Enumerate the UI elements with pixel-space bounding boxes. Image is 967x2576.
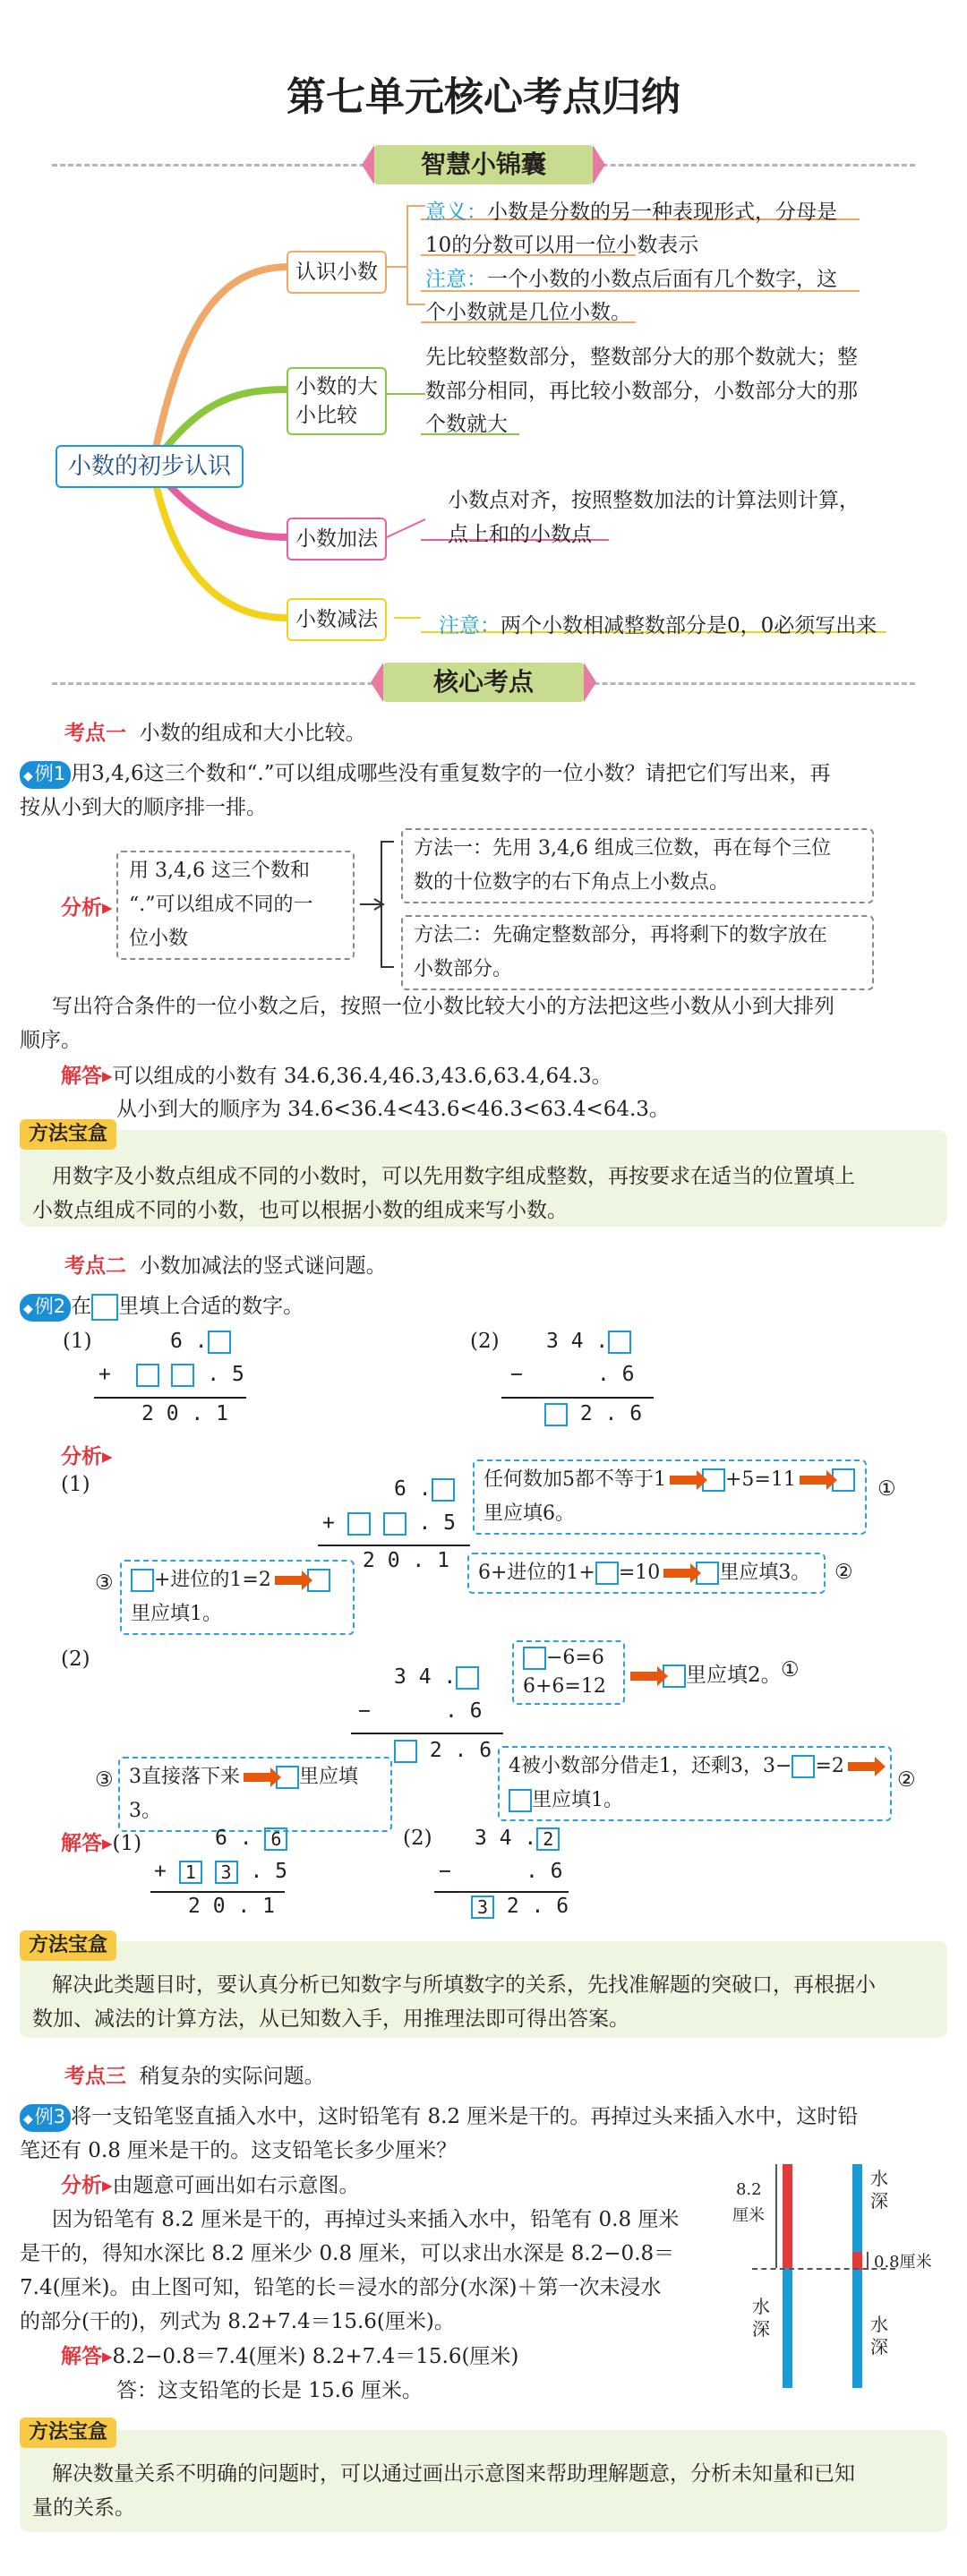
k2-question: ◆ 例2 在 里填上合适的数字。 [20,1289,304,1322]
pencil-dry [783,2164,792,2268]
k3-question: ◆ 例3 将一支铅笔竖直插入水中，这时铅笔有 8.2 厘米是干的。再掉过头来插入水中，这时铅 [20,2100,858,2132]
method-text: 小数点组成不同的小数，也可以根据小数的组成来写小数。 [32,1199,568,1222]
k1-method2: 方法二：先确定整数部分，再将剩下的数字放在 小数部分。 [401,915,874,990]
A2-row2: − . 6 [439,1860,563,1883]
A1-row3: 2 0 . 1 [188,1895,275,1918]
branch-subtract: 小数减法 [287,598,387,641]
k1-para: 写出符合条件的一位小数之后，按照一位小数比较大小的方法把这些小数从小到大排列 [52,995,834,1018]
method-text: 用数字及小数点组成不同的小数时，可以先用数字组成整数，再按要求在适当的位置填上 [52,1165,855,1188]
v1-row3: 2 0 . 1 [141,1402,228,1425]
c2-arrow: 里应填2。 [627,1658,782,1688]
bracket [356,833,403,985]
rule [351,1733,503,1734]
k3-analysis: 分析▸由题意可画出如右示意图。 [61,2174,360,2197]
method-tag: 方法宝盒 [20,1930,116,1961]
k3-para: 因为铅笔有 8.2 厘米是干的，再掉过头来插入水中，铅笔有 0.8 厘米 [52,2208,680,2231]
method-tag: 方法宝盒 [20,1119,116,1150]
method-text: 解决此类题目时，要认真分析已知数字与所填数字的关系，先找准解题的突破口，再根据小 [52,1973,876,1997]
c2-box1: −6=6 6+6=12 [512,1640,625,1705]
A1-row1: 6 . 6 [215,1827,287,1851]
k1-answer: 解答▸可以组成的小数有 34.6,36.4,46.3,43.6,63.4,64.3。 [61,1065,612,1088]
A1-row2: + 1 3 . 5 [154,1860,287,1883]
k3-answer: 解答▸8.2−0.8＝7.4(厘米) 8.2+7.4＝15.6(厘米) [61,2345,519,2368]
c1-row2: + . 5 [322,1511,456,1535]
dim-line [867,2252,869,2270]
v1-row1: 6 . [170,1330,231,1354]
pencil2-wet [852,2164,862,2252]
method-text: 数加、减法的计算方法，从已知数入手，用推理法即可得出答案。 [32,2007,629,2031]
fig-label: 8.2 [736,2180,762,2199]
pencil-wet [783,2268,792,2388]
k2-analysis-label: 分析▸ [61,1445,113,1468]
circle-1: ① [781,1658,800,1682]
v1-num: (1) [63,1330,92,1353]
fig-label: 深 [752,2318,770,2340]
mindmap-center: 小数的初步认识 [56,445,244,488]
rule [434,1891,569,1893]
mindmap-text: 注意：一个小数的小数点后面有几个数字，这 [425,268,837,291]
mindmap-text: 10的分数可以用一位小数表示 [425,234,699,257]
branch-recognize: 认识小数 [287,251,387,294]
k3-para: 7.4(厘米)。由上图可知，铅笔的长＝浸水的部分(水深)＋第一次未浸水 [20,2276,662,2299]
mindmap-text: 个小数就是几位小数。 [425,301,631,324]
rule [501,1397,654,1399]
k2-head: 考点二 小数加减法的竖式谜问题。 [64,1254,387,1278]
branch-add: 小数加法 [287,518,387,561]
c2-row2: − . 6 [358,1699,483,1723]
v1-row2: + . 5 [98,1363,244,1386]
c1-box1: 任何数加5都不等于1 +5=11 里应填6。 [473,1459,867,1535]
c2-row1: 3 4 . [394,1665,479,1690]
A2-row1: 3 4 . 2 [475,1827,560,1851]
fig-label: 水 [870,2314,888,2335]
dim-line [775,2164,777,2268]
c1-row1: 6 . [394,1477,455,1502]
k1-question: ◆ 例1 用3,4,6这三个数和“.”可以组成哪些没有重复数字的一位小数？请把它们写出来，再 [20,757,831,789]
c2-num: (2) [61,1647,90,1671]
k3-answer: 答：这支铅笔的长是 15.6 厘米。 [116,2379,423,2402]
fig-label: 水 [870,2168,888,2189]
k1-para: 顺序。 [20,1029,81,1052]
banner-core: 核心考点 [383,663,584,702]
circle-3: ③ [95,1768,114,1792]
circle-2: ② [834,1561,853,1584]
rule [150,1891,285,1893]
fig-label: 水 [752,2296,770,2317]
mindmap-text: 数部分相同，再比较小数部分，小数部分大的那 [425,380,858,403]
circle-3: ③ [95,1571,114,1595]
v2-row1: 3 4 . [546,1330,631,1354]
mindmap-text: 先比较整数部分，整数部分大的那个数就大；整 [425,346,858,369]
branch-compare: 小数的大 小比较 [287,367,387,435]
v2-row2: − . 6 [510,1363,635,1386]
circle-1: ① [877,1477,896,1501]
k2-answer-label: 解答▸(1) [61,1832,142,1855]
c1-num: (1) [61,1473,90,1496]
k1-head: 考点一 小数的组成和大小比较。 [64,722,366,745]
banner-tips: 智慧小锦囊 [374,145,593,184]
k1-method1: 方法一：先用 3,4,6 组成三位数，再在每个三位 数的十位数字的右下角点上小数点。 [401,828,874,903]
mindmap-text: 意义：小数是分数的另一种表现形式，分母是 [425,201,837,224]
A2-num: (2) [403,1827,432,1850]
method-text: 量的关系。 [32,2496,135,2520]
rule [94,1397,246,1399]
k3-head: 考点三 稍复杂的实际问题。 [64,2065,325,2088]
mindmap-text: 个数就大 [425,413,508,436]
k1-question: 按从小到大的顺序排一排。 [20,796,267,819]
mindmap-text: 点上和的小数点 [448,523,592,546]
k1-answer: 从小到大的顺序为 34.6<36.4<43.6<46.3<63.4<64.3。 [116,1098,670,1121]
A2-row3: 3 2 . 6 [471,1895,569,1919]
c1-row3: 2 0 . 1 [363,1549,449,1572]
k3-question: 笔还有 0.8 厘米是干的。这支铅笔长多少厘米？ [20,2139,458,2162]
c2-box3: 4被小数部分借走1，还剩3，3− =2 里应填1。 [498,1746,892,1821]
rule [318,1545,470,1546]
k3-para: 的部分(干的)，列式为 8.2+7.4＝15.6(厘米)。 [20,2310,455,2333]
v2-num: (2) [470,1330,500,1353]
circle-2: ② [897,1768,916,1792]
mindmap-text: 注意：两个小数相减整数部分是0，0必须写出来 [439,614,877,638]
method-tag: 方法宝盒 [20,2418,116,2448]
fig-label: 0.8厘米 [874,2253,932,2272]
c2-row3: 2 . 6 [394,1739,492,1763]
c2-box2: 3直接落下来 里应填3。 [118,1757,392,1832]
v2-row3: 2 . 6 [544,1402,642,1426]
k3-para: 是干的，得知水深比 8.2 厘米少 0.8 厘米，可以求出水深是 8.2−0.8＝ [20,2242,675,2265]
fig-label: 深 [870,2336,888,2358]
fig-label: 深 [870,2190,888,2212]
c1-box2: 6+进位的1+ =10 里应填3。 [467,1553,826,1594]
k1-analysis-box: 用 3,4,6 这三个数和 “.”可以组成不同的一 位小数 [116,851,355,960]
pencil2-dry [852,2252,862,2270]
method-text: 解决数量关系不明确的问题时，可以通过画出示意图来帮助理解题意，分析未知量和已知 [52,2462,855,2486]
mindmap-text: 小数点对齐，按照整数加法的计算法则计算， [448,489,860,512]
c1-box3: +进位的1=2 里应填1。 [120,1560,355,1635]
pencil2-wet [852,2270,862,2388]
fig-label: 厘米 [732,2206,765,2225]
page-title: 第七单元核心考点归纳 [287,74,680,120]
k1-analysis-label: 分析▸ [61,896,113,920]
